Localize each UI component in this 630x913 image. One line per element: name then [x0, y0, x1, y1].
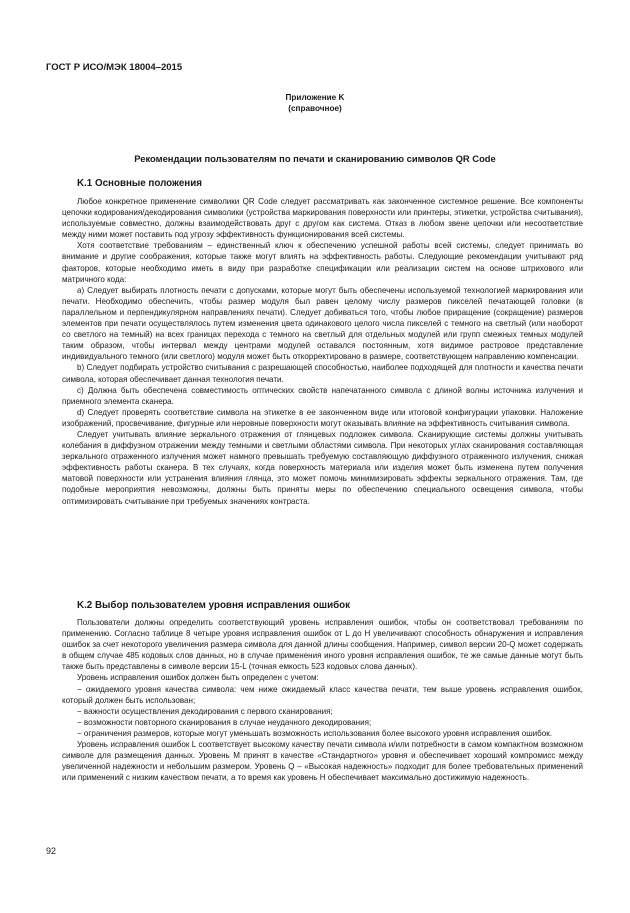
paragraph: Следует учитывать влияние зеркального отражения от глянцевых подложек символа. Сканирующие системы должны учитывать колебания в диффузном отражении между темными и светлыми областями символа. При некоторых углах сканирования составляющая зеркального отраженного излучения может намного превышать требуемую составляющую диффузного отраженного излучения, снижая эффективность работы сканера. В тех случаях, когда поверхность материала или изделия может быть изменена путем получения матовой поверхности или устранения влияния глянца, это может помочь минимизировать эффекты зеркального отражения. Там, где подобные мероприятия невозможны, должны быть приняты меры по обеспечению специального освещения символа, чтобы оптимизировать считывание при требуемых значениях контраста. [62, 429, 583, 506]
section-body-k1 [62, 196, 583, 507]
section-body-k2 [62, 617, 583, 783]
section-heading-k1: K.1 Основные положения [77, 178, 202, 189]
list-item: − важности осуществления декодирования с первого сканирования; [77, 706, 333, 716]
document-header: ГОСТ Р ИСО/МЭК 18004–2015 [46, 62, 183, 73]
section-heading-k2: K.2 Выбор пользователем уровня исправления ошибок [77, 600, 351, 611]
annex-subtitle: (справочное) [288, 104, 342, 113]
paragraph: Хотя соответствие требованиям – единственный ключ к обеспечению успешной работы всей системы, следует принимать во внимание и другие соображения, которые также могут влиять на эффективность работы. Следующие рекомендации учитывают ряд факторов, которые необходимо иметь в виду при разработке спецификации или реализации систем на основе штрихового или матричного кода: [62, 241, 583, 284]
list-item: d) Следует проверять соответствие символа на этикетке в ее законченном виде или итоговой конфигурации упаковки. Наложение изображений, просвечивание, фигурные или неровные поверхности могут оказывать влияние на эффективность считывания символа. [62, 407, 583, 428]
paragraph: Уровень исправления ошибок должен быть определен с учетом: [77, 673, 319, 683]
paragraph: Пользователи должны определить соответствующий уровень исправления ошибок, чтобы он соответствовал требованиям по применению. Согласно таблице 8 четыре уровня исправления ошибок от L до H увеличивают способность обнаружения и исправления ошибок за счет некоторого увеличения размера символа для данной длины сообщения. Например, символ версии 20-Q может содержать в общем случае 485 кодовых слов данных, но в случае применения иного уровня исправления ошибок, те же самые данные могут быть также быть представлены в символе версии 15-L (точная емкость 523 кодовых слова данных). [62, 618, 583, 672]
page-number: 92 [46, 846, 57, 856]
list-item: с) Должна быть обеспечена совместимость оптических свойств напечатанного символа с длиной волны источника излучения и приемного элемента сканера. [62, 385, 583, 406]
paragraph: Уровень исправления ошибок L соответствует высокому качеству печати символа и/или потребности в самом компактном возможном символе для размещения данных. Уровень M принят в качестве «Стандартного» уровня и обеспечивает хороший компромисс между увеличенной надежности и небольшим размером. Уровень Q – «Высокая надежность» подходит для более требовательных применений или применений с низким качеством печати, а то время как уровень H обеспечивает максимально достижимую надежность. [62, 740, 583, 783]
annex-heading: Рекомендации пользователям по печати и сканированию символов QR Code [134, 153, 496, 164]
list-item: − ограничения размеров, которые могут уменьшать возможность использования более высокого уровня исправления ошибок. [77, 728, 552, 738]
annex-title: Приложение K [285, 93, 345, 102]
list-item: − ожидаемого уровня качества символа: чем ниже ожидаемый класс качества печати, тем выше уровень исправления ошибок, который должен быть использован; [62, 684, 583, 705]
list-item: а) Следует выбирать плотность печати с допусками, которые могут быть обеспечены используемой технологией маркирования или печати. Необходимо обеспечить, чтобы размер модуля был равен целому числу размеров пикселей печатающей головки (в параллельном и перпендикулярном направлениях печати). Следует добиваться того, чтобы любое приращение (сокращение) размеров элементов при печати осуществлялось путем изменения цвета одинакового целого числа пикселей с темного на светлый (или наоборот со светлого на темный) на всех границах перехода с темного на светлый для отдельных модулей или групп смежных темных модулей таким образом, чтобы интервал между центрами модулей оставался постоянным, хотя видимое растровое представление индивидуального темного (или светлого) модуля может быть откорректировано в размере, соответствующем направлению компенсации. [62, 285, 583, 362]
list-item: b) Следует подбирать устройство считывания с разрешающей способностью, наиболее подходящей для плотности и качества печати символа, которая обеспечивает данная технология печати. [62, 363, 583, 384]
list-item: − возможности повторного сканирования в случае неудачного декодирования; [77, 717, 372, 727]
paragraph: Любое конкретное применение символики QR Code следует рассматривать как законченное системное решение. Все компоненты цепочки кодирования/декодирования символики (устройства маркирования поверхности или принтеры, этикетки, устройства считывания), используемые совместно, должны взаимодействовать друг с другом как система. Отказ в любом звене цепочки или несоответствие между ними может поставить под угрозу эффективность функционирования всей системы. [62, 197, 583, 240]
